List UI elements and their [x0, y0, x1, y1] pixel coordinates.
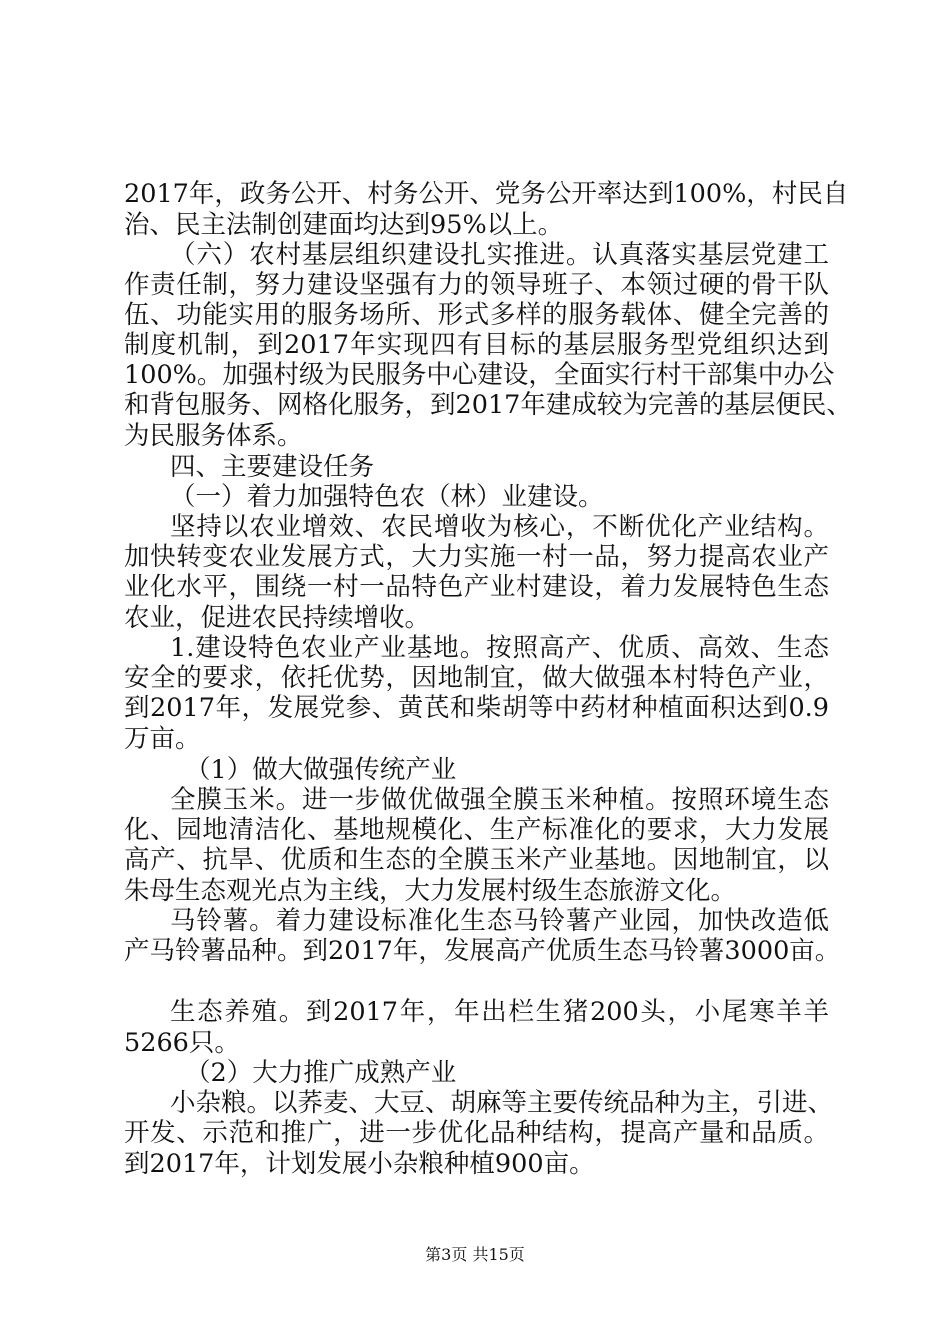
paragraph-line: 开发、示范和推广，进一步优化品种结构，提高产量和品质。 — [124, 1118, 829, 1148]
paragraph-line: 治、民主法制创建面均达到95%以上。 — [124, 210, 564, 240]
paragraph-line: 加快转变农业发展方式，大力实施一村一品，努力提高农业产 — [124, 542, 829, 572]
paragraph-line: 到2017年，发展党参、黄芪和柴胡等中药材种植面积达到0.9 — [124, 693, 829, 723]
paragraph-line: 5266只。 — [124, 1028, 240, 1058]
paragraph-line: 制度机制，到2017年实现四有目标的基层服务型党组织达到 — [124, 330, 829, 360]
paragraph-line: 马铃薯。着力建设标准化生态马铃薯产业园，加快改造低 — [170, 906, 829, 936]
paragraph-line: 农业，促进农民持续增收。 — [124, 603, 431, 633]
paragraph-line: 全膜玉米。进一步做优做强全膜玉米种植。按照环境生态 — [170, 785, 829, 815]
section-heading: 四、主要建设任务 — [170, 452, 375, 482]
paragraph-line: 到2017年，计划发展小杂粮种植900亩。 — [124, 1149, 595, 1179]
paragraph-line: 万亩。 — [124, 724, 201, 754]
paragraph-line: 生态养殖。到2017年，年出栏生猪200头，小尾寒羊羊 — [170, 997, 829, 1027]
paragraph-line: 安全的要求，依托优势，因地制宜，做大做强本村特色产业， — [124, 663, 829, 693]
paragraph-line: 作责任制，努力建设坚强有力的领导班子、本领过硬的骨干队 — [124, 270, 829, 300]
subsection-heading: （1）做大做强传统产业 — [185, 755, 457, 785]
paragraph-line: 高产、抗旱、优质和生态的全膜玉米产业基地。因地制宜，以 — [124, 845, 829, 875]
paragraph-line: 朱母生态观光点为主线，大力发展村级生态旅游文化。 — [124, 876, 737, 906]
paragraph-line: 小杂粮。以荞麦、大豆、胡麻等主要传统品种为主，引进、 — [170, 1088, 834, 1118]
subsection-heading: （一）着力加强特色农（林）业建设。 — [170, 482, 604, 512]
paragraph-line: 和背包服务、网格化服务，到2017年建成较为完善的基层便民、 — [124, 390, 852, 420]
paragraph-line: 为民服务体系。 — [124, 421, 303, 451]
paragraph-line: 1.建设特色农业产业基地。按照高产、优质、高效、生态 — [170, 633, 829, 663]
page-footer: 第3页 共15页 — [425, 1245, 525, 1264]
paragraph-line: 化、园地清洁化、基地规模化、生产标准化的要求，大力发展 — [124, 815, 829, 845]
paragraph-line: 业化水平，围绕一村一品特色产业村建设，着力发展特色生态 — [124, 572, 829, 602]
paragraph-line: 坚持以农业增效、农民增收为核心，不断优化产业结构。 — [170, 512, 829, 542]
paragraph-line: （六）农村基层组织建设扎实推进。认真落实基层党建工 — [170, 240, 829, 270]
subsection-heading: （2）大力推广成熟产业 — [185, 1058, 457, 1088]
paragraph-line: 伍、功能实用的服务场所、形式多样的服务载体、健全完善的 — [124, 300, 829, 330]
paragraph-line: 2017年，政务公开、村务公开、党务公开率达到100%，村民自 — [124, 179, 849, 209]
paragraph-line: 100%。加强村级为民服务中心建设，全面实行村干部集中办公 — [124, 360, 835, 390]
paragraph-line: 产马铃薯品种。到2017年，发展高产优质生态马铃薯3000亩。 — [124, 936, 841, 966]
